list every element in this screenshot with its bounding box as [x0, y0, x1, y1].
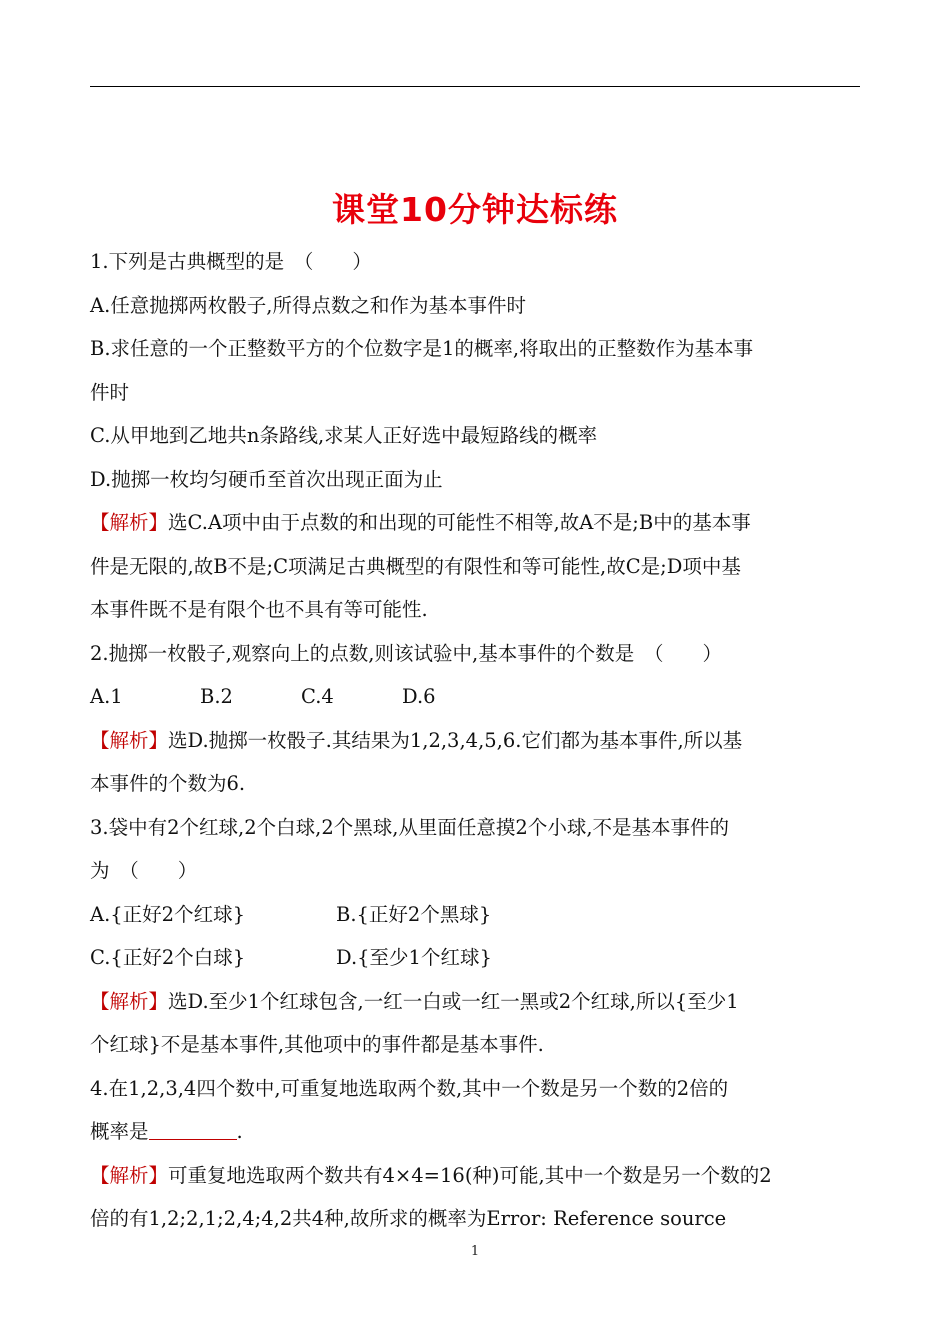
- q3-stem-line1: 3.袋中有2个红球,2个白球,2个黑球,从里面任意摸2个小球,不是基本事件的: [90, 815, 730, 839]
- q2-option-b: B.2: [200, 685, 233, 708]
- q4-stem-line2: [90, 1110, 862, 1154]
- q1-analysis-line3: 本事件既不是有限个也不具有等可能性.: [90, 598, 428, 621]
- q2-option-c: C.4: [301, 685, 334, 708]
- q3-option-c: C.{正好2个白球}: [90, 946, 246, 969]
- q4-stem-period: .: [236, 1120, 243, 1143]
- q3-stem-line2: 为 （ ）: [90, 859, 198, 882]
- q3-analysis-text: 选D.至少1个红球包含,一红一白或一红一黑或2个红球,所以{至少1: [168, 989, 739, 1013]
- page-title: 课堂10分钟达标练: [332, 190, 618, 229]
- q3-option-d: D.{至少1个红球}: [336, 946, 492, 969]
- q2-analysis-line1: [90, 719, 862, 763]
- q2-analysis-line2: 本事件的个数为6.: [90, 772, 246, 795]
- page-number: 1: [470, 1244, 480, 1259]
- q1-option-a: A.任意抛掷两枚骰子,所得点数之和作为基本事件时: [90, 293, 526, 317]
- q3-option-b: B.{正好2个黑球}: [336, 902, 492, 926]
- analysis-tag: 【解析】: [90, 511, 169, 534]
- q1-analysis-line2: 件是无限的,故B不是;C项满足古典概型的有限性和等可能性,故C是;D项中基: [90, 554, 741, 578]
- analysis-tag: 【解析】: [90, 728, 169, 752]
- q3-analysis-line1: [90, 980, 862, 1024]
- q1-option-c: C.从甲地到乙地共n条路线,求某人正好选中最短路线的概率: [90, 424, 598, 447]
- q1-analysis-text: 选C.A项中由于点数的和出现的可能性不相等,故A不是;B中的基本事: [168, 511, 751, 534]
- header-rule: [90, 86, 860, 87]
- q4-analysis-text: 可重复地选取两个数共有4×4=16(种)可能,其中一个数是另一个数的2: [168, 1163, 772, 1187]
- q4-stem-text: 概率是: [90, 1120, 149, 1143]
- q4-analysis-line1: [90, 1154, 862, 1198]
- analysis-tag: 【解析】: [90, 989, 169, 1013]
- analysis-tag: 【解析】: [90, 1163, 169, 1187]
- q2-analysis-text: 选D.抛掷一枚骰子.其结果为1,2,3,4,5,6.它们都为基本事件,所以基: [168, 728, 743, 752]
- document-body: [90, 240, 862, 1241]
- q3-options-row1: [90, 893, 862, 937]
- q3-analysis-line2: 个红球}不是基本事件,其他项中的事件都是基本事件.: [90, 1033, 544, 1056]
- q2-stem: 2.抛掷一枚骰子,观察向上的点数,则该试验中,基本事件的个数是 （ ）: [90, 641, 722, 665]
- q1-analysis-line1: [90, 501, 862, 545]
- q4-analysis-line2: 倍的有1,2;2,1;2,4;4,2共4种,故所求的概率为Error: Reference source: [90, 1207, 727, 1230]
- q3-options-row2: [90, 936, 862, 980]
- q1-option-b-line1: B.求任意的一个正整数平方的个位数字是1的概率,将取出的正整数作为基本事: [90, 337, 754, 360]
- q4-stem-line1: 4.在1,2,3,4四个数中,可重复地选取两个数,其中一个数是另一个数的2倍的: [90, 1076, 729, 1100]
- q2-options: [90, 675, 862, 719]
- q1-option-d: D.抛掷一枚均匀硬币至首次出现正面为止: [90, 467, 443, 491]
- q1-stem: 1.下列是古典概型的是 （ ）: [90, 250, 372, 273]
- q1-option-b-line2: 件时: [90, 380, 130, 404]
- q2-option-d: D.6: [402, 685, 436, 708]
- q2-option-a: A.1: [90, 685, 123, 708]
- answer-blank: [149, 1117, 237, 1140]
- q3-option-a: A.{正好2个红球}: [90, 902, 246, 926]
